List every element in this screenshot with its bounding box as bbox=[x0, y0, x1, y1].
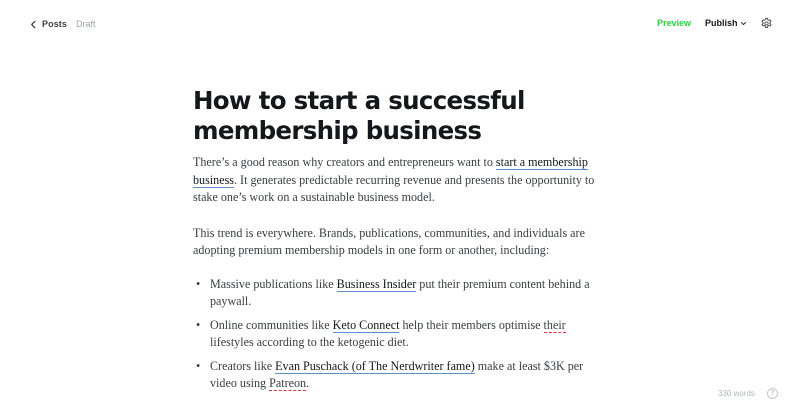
list-item bbox=[193, 317, 609, 352]
business-insider-link[interactable]: Business Insider bbox=[336, 276, 417, 291]
text: help their members optimise bbox=[399, 317, 544, 332]
text: make at least $3K per video using bbox=[210, 358, 584, 390]
start-membership-link[interactable]: start a membership business bbox=[193, 155, 588, 187]
text: Online communities like bbox=[210, 317, 333, 332]
gear-icon bbox=[760, 17, 773, 30]
chevron-left-icon bbox=[29, 20, 38, 29]
spellcheck-word[interactable]: their bbox=[543, 317, 566, 332]
examples-list bbox=[193, 276, 609, 393]
back-to-posts-button[interactable] bbox=[29, 17, 67, 31]
text: There’s a good reason why creators and entrepreneurs want to bbox=[193, 155, 496, 169]
text: put their premium content behind a paywall. bbox=[210, 276, 590, 308]
patreon-spellcheck-link[interactable]: Patreon bbox=[269, 376, 307, 390]
settings-button[interactable] bbox=[760, 17, 773, 30]
back-label: Posts bbox=[42, 19, 68, 29]
keto-connect-link[interactable]: Keto Connect bbox=[332, 317, 400, 332]
publish-button[interactable] bbox=[705, 18, 747, 28]
editor-header bbox=[0, 0, 800, 48]
help-button[interactable]: ? bbox=[767, 388, 778, 399]
text: lifestyles according to the ketogenic diet. bbox=[210, 335, 409, 349]
publish-label: Publish bbox=[705, 18, 738, 28]
intro-paragraph bbox=[193, 154, 609, 207]
word-count: 330 words bbox=[718, 389, 755, 398]
evan-puschack-link[interactable]: Evan Puschack (of The Nerdwriter fame) bbox=[275, 358, 475, 373]
preview-button[interactable]: Preview bbox=[657, 18, 692, 28]
trend-paragraph: This trend is everywhere. Brands, publications, communities, and individuals are adopting premium membership models in one form or another, including: bbox=[193, 225, 585, 257]
post-status: Draft bbox=[76, 19, 96, 29]
list-item bbox=[193, 276, 609, 311]
text: Creators like bbox=[210, 358, 276, 373]
post-body[interactable] bbox=[193, 154, 609, 393]
text: . bbox=[306, 376, 310, 390]
post-editor[interactable] bbox=[193, 86, 609, 399]
text: . It generates predictable recurring revenue and presents the opportunity to stake one’s work on a sustainable business model. bbox=[193, 172, 595, 204]
chevron-down-icon bbox=[740, 20, 747, 27]
post-title[interactable]: How to start a successful membership business bbox=[193, 86, 525, 145]
text: Massive publications like bbox=[210, 276, 337, 291]
list-item bbox=[193, 358, 609, 393]
